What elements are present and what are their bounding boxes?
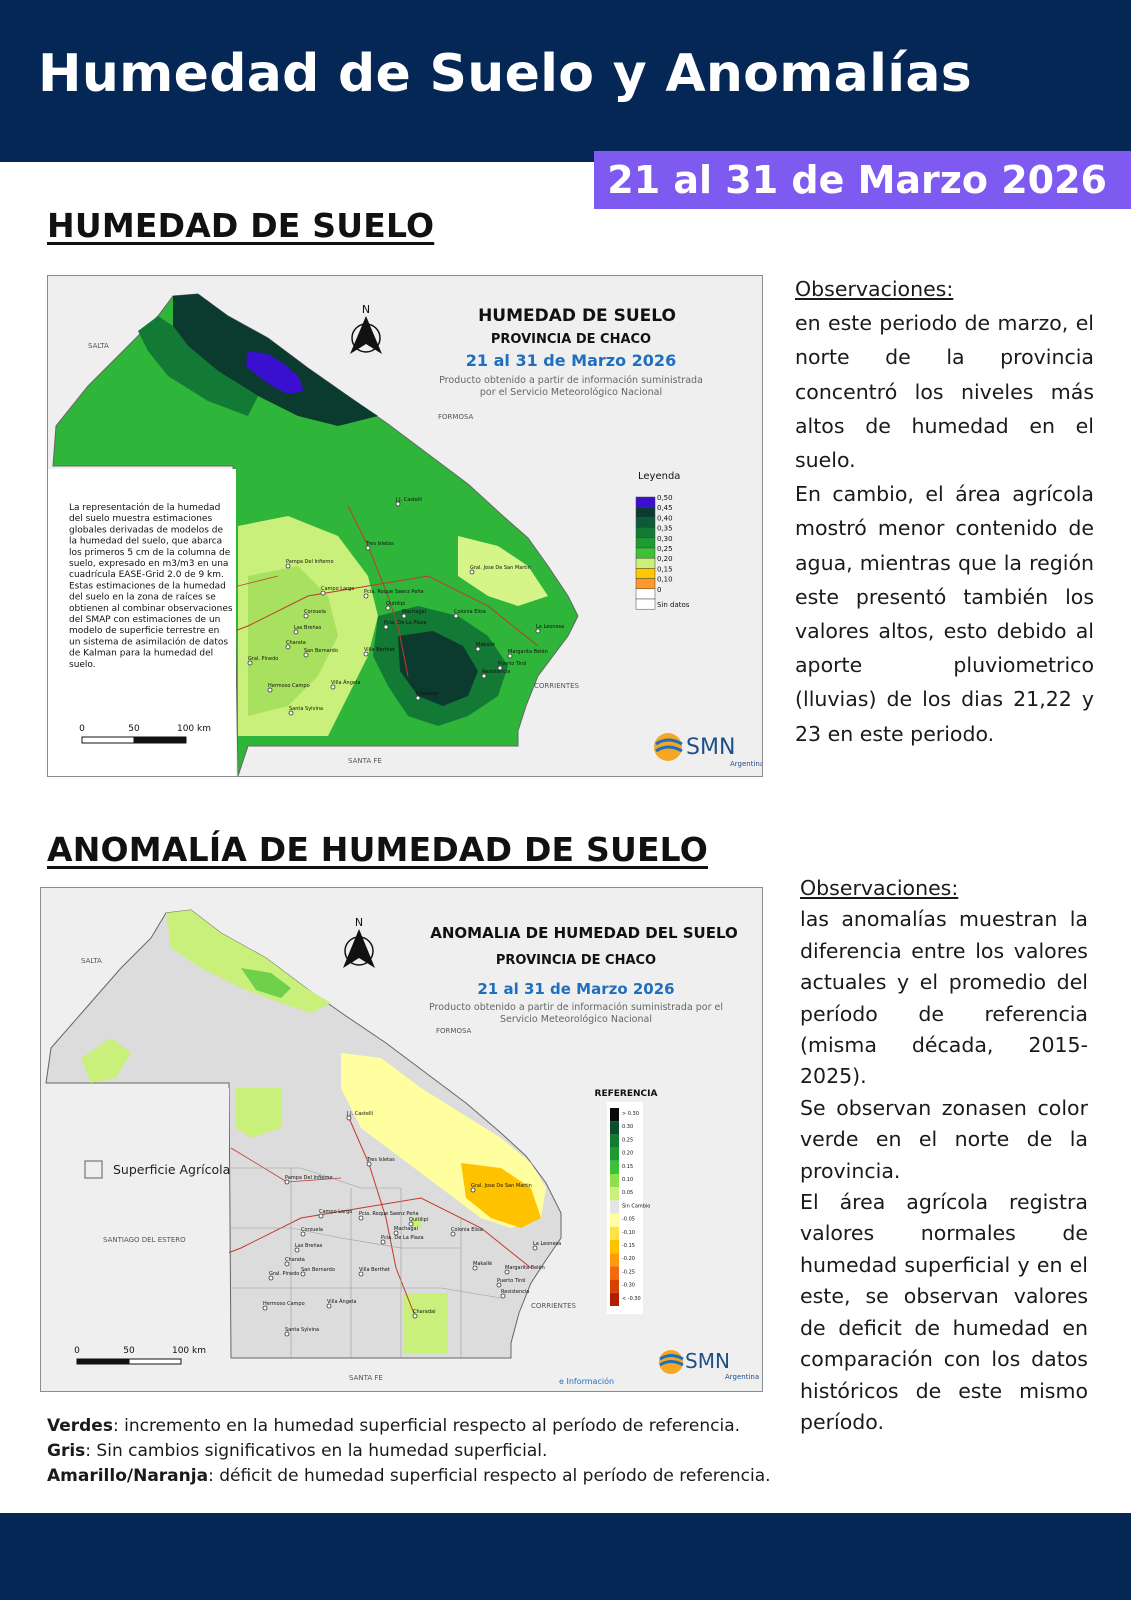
town-label: Gral. Jose De San Martin (470, 565, 531, 571)
map-description-line: suelo, expresado en m3/m3 en una (69, 559, 229, 569)
map-description-line: del suelo en la zona de raíces se (69, 592, 216, 603)
legend-swatch (636, 548, 655, 558)
town-label: Makallé (473, 1261, 493, 1267)
town-label: Charadai (416, 691, 439, 697)
soil-anomaly-map-svg (41, 888, 763, 1392)
town-label: Villa Berthet (364, 647, 395, 653)
town-label: Campo Largo (319, 1209, 353, 1215)
legend-label: -0.15 (622, 1243, 635, 1249)
town-label: Tres Isletas (367, 1157, 395, 1163)
svg-text:50: 50 (128, 724, 140, 734)
legend-swatch (610, 1240, 619, 1253)
town-label: Quitilipi (409, 1217, 429, 1223)
legend-note-term: Verdes (47, 1416, 113, 1436)
neighbor-label-santiago: SANTIAGO DEL ESTERO (103, 1236, 186, 1244)
legend-note (47, 1439, 771, 1464)
map-description-line: del SMAP con estimaciones de un (69, 615, 221, 625)
neighbor-label-corrientes: CORRIENTES (534, 682, 579, 690)
observation-paragraph: las anomalías muestran la diferencia entre los valores actuales y el promedio del período de referencia (misma década, 2015-2025). (800, 907, 1088, 1089)
town-label: Corzuela (301, 1227, 323, 1233)
legend-label: 0,35 (657, 524, 673, 533)
map-date: 21 al 31 de Marzo 2026 (465, 351, 677, 370)
svg-text:SMN: SMN (685, 1349, 730, 1373)
page-title: Humedad de Suelo y Anomalías (38, 44, 972, 104)
neighbor-label-salta: SALTA (88, 342, 109, 350)
map-description-line: cuadrícula EASE-Grid 2.0 de 9 km. (69, 570, 224, 581)
map-subtitle: PROVINCIA DE CHACO (490, 332, 652, 347)
town-label: Puerto Tirol (497, 1278, 526, 1284)
svg-text:100 km: 100 km (171, 1346, 207, 1356)
town-label: Santa Sylvina (285, 1327, 320, 1333)
header-banner (0, 0, 1131, 162)
section-title-anomalia: ANOMALÍA DE HUMEDAD DE SUELO (47, 830, 708, 869)
town-label: Villa Ángela (331, 680, 361, 686)
map-legend-title: REFERENCIA (594, 1089, 658, 1099)
map-description-line: la humedad del suelo, que abarca (69, 536, 223, 547)
map-description-line: suelo. (69, 659, 96, 670)
town-label: Resistencia (501, 1289, 530, 1295)
map-title: ANOMALIA DE HUMEDAD DEL SUELO (430, 924, 738, 942)
legend-swatch (610, 1108, 619, 1121)
legend-swatch (610, 1253, 619, 1266)
map-description-line: un sistema de asimilación de datos (69, 637, 229, 648)
legend-note-term: Amarillo/Naranja (47, 1466, 209, 1486)
town-label: Santa Sylvina (289, 706, 324, 712)
legend-swatch (610, 1214, 619, 1227)
town-label: Las Breñas (295, 1243, 323, 1249)
footer-banner (0, 1513, 1131, 1600)
observation-paragraph: en este periodo de marzo, el norte de la provincia concentró los niveles más altos de humedad en el suelo. (795, 311, 1094, 473)
legend-note-text: : déficit de humedad superficial respecto al período de referencia. (208, 1466, 771, 1486)
town-label: Charata (286, 640, 306, 646)
observation-paragraph: Se observan zonasen color verde en el norte de la provincia. (800, 1095, 1088, 1183)
svg-text:N: N (354, 916, 364, 929)
legend-swatch (610, 1293, 619, 1306)
observation-paragraph: El área agrícola registra valores normales de humedad superficial y en el este, se observan valores de deficit de humedad en comparación con los datos históricos de este mismo período. (800, 1190, 1088, 1434)
legend-swatch (610, 1187, 619, 1200)
town-label: Tres Isletas (366, 541, 394, 547)
town-label: Pcia. De La Plaza (384, 620, 427, 626)
legend-swatch (636, 538, 655, 548)
neighbor-label-formosa: FORMOSA (438, 413, 474, 421)
legend-swatch (610, 1200, 619, 1213)
soil-moisture-map-svg (48, 276, 763, 777)
legend-label: 0.05 (622, 1190, 634, 1197)
legend-label: 0.10 (622, 1177, 634, 1183)
map-source-2: por el Servicio Meteorológico Nacional (479, 387, 663, 398)
town-label: Hermoso Campo (263, 1301, 305, 1307)
town-label: Villa Berthet (359, 1267, 390, 1273)
town-label: Gral. Pinedo (269, 1271, 300, 1277)
legend-label: > 0.30 (622, 1111, 639, 1117)
legend-swatch (610, 1280, 619, 1293)
svg-text:0: 0 (74, 1346, 80, 1356)
neighbor-label-formosa: FORMOSA (436, 1027, 472, 1035)
town-label: Makallé (476, 642, 496, 648)
section-title-humedad: HUMEDAD DE SUELO (47, 206, 435, 245)
legend-swatch (636, 528, 655, 538)
town-label: Quitilipi (386, 601, 406, 607)
legend-note-text: : incremento en la humedad superficial respecto al período de referencia. (112, 1416, 741, 1436)
town-label: Margarita Belén (508, 649, 548, 655)
map-source-1: Producto obtenido a partir de información suministrada por el (428, 1002, 724, 1013)
town-label: Pampa Del Infierno (286, 559, 334, 565)
town-label: J.J. Castelli (347, 1111, 374, 1117)
town-label: Pampa Del Infierno (285, 1175, 333, 1181)
town-label: Pcia. Roque Saenz Peña (364, 589, 424, 595)
svg-text:SMN: SMN (686, 735, 736, 760)
legend-label: 0.20 (622, 1150, 634, 1157)
legend-label: 0,15 (657, 565, 673, 574)
legend-swatch (610, 1266, 619, 1279)
map-description-line: La representación de la humedad (69, 503, 221, 513)
observations-anomalia (800, 873, 1088, 1438)
legend-swatch (610, 1134, 619, 1147)
town-label: Las Breñas (294, 625, 322, 631)
town-label: Pcia. De La Plaza (381, 1235, 424, 1241)
town-label: Hermoso Campo (268, 683, 310, 689)
map-footer-fragment: e Información (559, 1377, 615, 1386)
svg-text:Argentina: Argentina (730, 760, 764, 768)
legend-label: 0,50 (657, 494, 673, 502)
legend-swatch (636, 497, 655, 507)
svg-text:N: N (361, 303, 371, 316)
observations-heading: Observaciones: (795, 277, 954, 301)
observation-paragraph: En cambio, el área agrícola mostró menor contenido de agua, mientras que la región este presentó también los valores altos, esto debido al aporte pluviometrico (lluvias) de los dias 21,22 y 23 en este periodo. (795, 482, 1094, 746)
neighbor-label-corrientes: CORRIENTES (531, 1302, 576, 1310)
town-label: Gral. Jose De San Martin (471, 1183, 532, 1189)
legend-label: 0,25 (657, 545, 673, 553)
neighbor-label-santa-fe: SANTA FE (349, 1374, 383, 1382)
legend-swatch (610, 1121, 619, 1134)
map-description-line: los primeros 5 cm de la columna de (69, 547, 231, 558)
neighbor-label-santa-fe: SANTA FE (348, 757, 382, 765)
legend-swatch (636, 579, 655, 589)
town-label: Charadai (413, 1309, 436, 1315)
town-label: Villa Ángela (327, 1299, 357, 1305)
map-title: HUMEDAD DE SUELO (478, 306, 676, 326)
map-legend-title: Leyenda (638, 471, 681, 482)
town-label: Charata (285, 1257, 305, 1263)
map-description-line: obtienen al combinar observaciones (69, 603, 233, 614)
legend-swatch (610, 1148, 619, 1161)
svg-text:Argentina: Argentina (725, 1373, 760, 1381)
legend-swatch (610, 1174, 619, 1187)
legend-label: 0,45 (657, 504, 673, 513)
town-label: Colonia Elisa (454, 609, 486, 615)
legend-swatch (636, 507, 655, 517)
svg-text:0: 0 (79, 724, 85, 734)
map-source-1: Producto obtenido a partir de información suministrada (439, 375, 703, 386)
legend-label: Sin datos (657, 601, 690, 609)
town-label: Gral. Pinedo (248, 656, 279, 662)
map-description-line: Estas estimaciones de la humedad (69, 581, 226, 592)
legend-swatch (610, 1227, 619, 1240)
legend-label: 0.30 (622, 1124, 634, 1131)
legend-note-term: Gris (47, 1441, 86, 1461)
date-range-badge: 21 al 31 de Marzo 2026 (594, 151, 1131, 209)
legend-label: 0 (657, 585, 662, 594)
legend-label: 0,10 (657, 575, 673, 584)
legend-label: 0.15 (622, 1163, 634, 1170)
map-description-line: del suelo muestra estimaciones (69, 514, 213, 525)
town-label: Machagai (402, 609, 426, 615)
town-label: Campo Largo (321, 586, 355, 592)
legend-label: -0.25 (622, 1269, 635, 1276)
legend-label: 0,20 (657, 555, 673, 564)
legend-swatch (610, 1161, 619, 1174)
map-date: 21 al 31 de Marzo 2026 (477, 980, 675, 998)
svg-text:100 km: 100 km (176, 724, 212, 734)
color-legend-notes (47, 1414, 771, 1489)
town-label: Corzuela (304, 609, 326, 615)
legend-label: 0,30 (657, 534, 673, 543)
soil-moisture-map (47, 275, 763, 777)
town-label: Colonia Elisa (451, 1227, 483, 1233)
legend-note-text: : Sin cambios significativos en la humedad superficial. (85, 1441, 548, 1461)
soil-anomaly-map (40, 887, 763, 1392)
map-description-line: de Kalman para la humedad del (69, 648, 214, 659)
legend-label: -0.30 (622, 1282, 635, 1289)
legend-swatch (636, 589, 655, 599)
map-description-line: globales derivadas de modelos de (69, 525, 224, 536)
map-description-line: modelo de superficie terrestre en (69, 626, 220, 637)
agri-surface-label: Superficie Agrícola (113, 1162, 231, 1177)
town-label: La Leonesa (536, 624, 565, 630)
town-label: Puerto Tirol (498, 661, 527, 667)
town-label: Resistencia (482, 669, 511, 675)
legend-swatch (636, 558, 655, 568)
town-label: La Leonesa (533, 1241, 562, 1247)
legend-note (47, 1464, 771, 1489)
town-label: Pcia. Roque Saenz Peña (359, 1211, 419, 1217)
legend-swatch (636, 568, 655, 578)
observations-humedad (795, 272, 1094, 751)
legend-swatch (636, 517, 655, 527)
town-label: Margarita Belén (505, 1265, 545, 1271)
town-label: J.J. Castelli (396, 497, 423, 503)
town-label: Machagai (394, 1226, 418, 1232)
legend-label: -0.10 (622, 1229, 635, 1236)
legend-label: -0.20 (622, 1256, 635, 1263)
legend-label: Sin Cambio (622, 1203, 651, 1210)
map-subtitle: PROVINCIA DE CHACO (495, 953, 657, 968)
legend-note (47, 1414, 771, 1439)
town-label: San Bernardo (304, 648, 338, 654)
town-label: San Bernardo (301, 1267, 335, 1273)
legend-label: -0.05 (622, 1216, 635, 1223)
legend-label: 0,40 (657, 514, 673, 523)
svg-text:50: 50 (123, 1346, 135, 1356)
observations-heading: Observaciones: (800, 876, 959, 900)
legend-swatch (636, 599, 655, 609)
map-source-2: Servicio Meteorológico Nacional (500, 1014, 652, 1025)
legend-label: 0.25 (622, 1137, 634, 1144)
legend-label: < -0.30 (622, 1295, 641, 1302)
neighbor-label-salta: SALTA (81, 957, 102, 965)
